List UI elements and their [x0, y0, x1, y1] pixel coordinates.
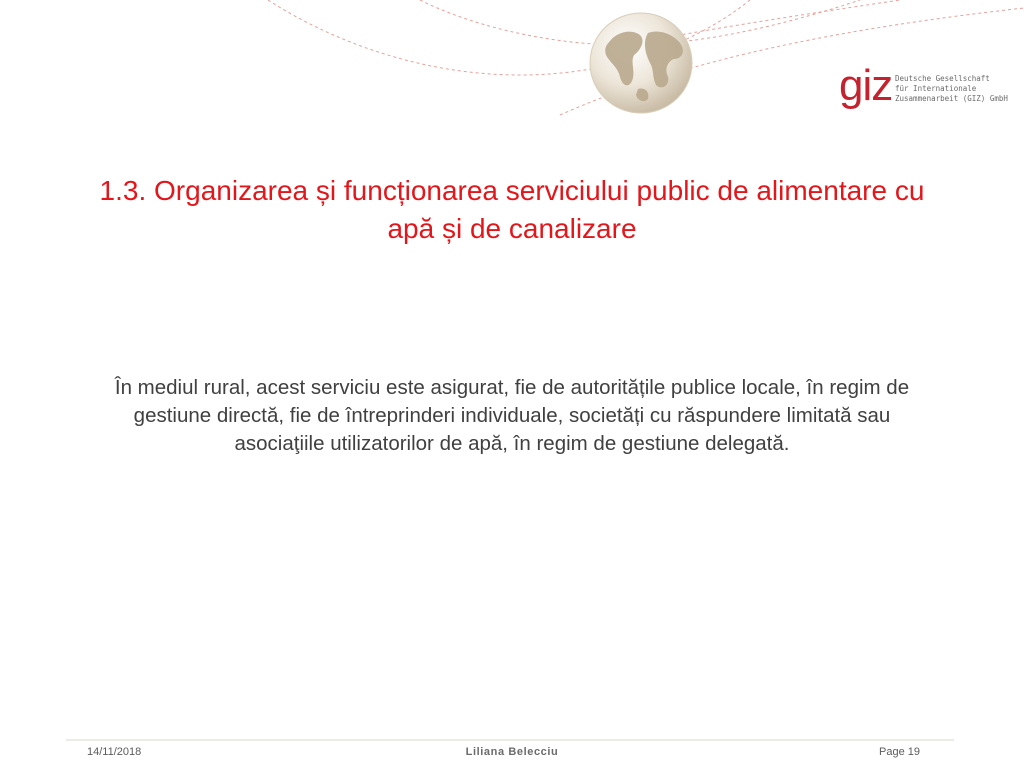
footer-date: 14/11/2018	[87, 746, 142, 758]
globe-icon	[588, 11, 694, 115]
logo-mark: giz	[839, 61, 893, 110]
footer-divider	[66, 739, 954, 741]
logo-line-3: Zusammenarbeit (GIZ) GmbH	[895, 94, 1008, 103]
footer-page-number: Page 19	[879, 746, 920, 758]
slide-body: În mediul rural, acest serviciu este asigurat, fie de autoritățile publice locale, în regim de gestiune directă, fie de întreprinderi individuale, societăți cu răspundere limitată sau asociaţiile utilizatorilor de apă, în regim de gestiune delegată.	[114, 376, 910, 455]
logo-line-1: Deutsche Gesellschaft	[895, 74, 990, 83]
logo-line-2: für Internationale	[895, 84, 977, 93]
footer-author: Liliana Belecciu	[465, 746, 559, 758]
slide-title: 1.3. Organizarea și funcționarea serviciului public de alimentare cu apă și de canalizare	[99, 175, 925, 244]
logo-text	[895, 74, 1008, 104]
giz-logo	[839, 61, 1008, 115]
